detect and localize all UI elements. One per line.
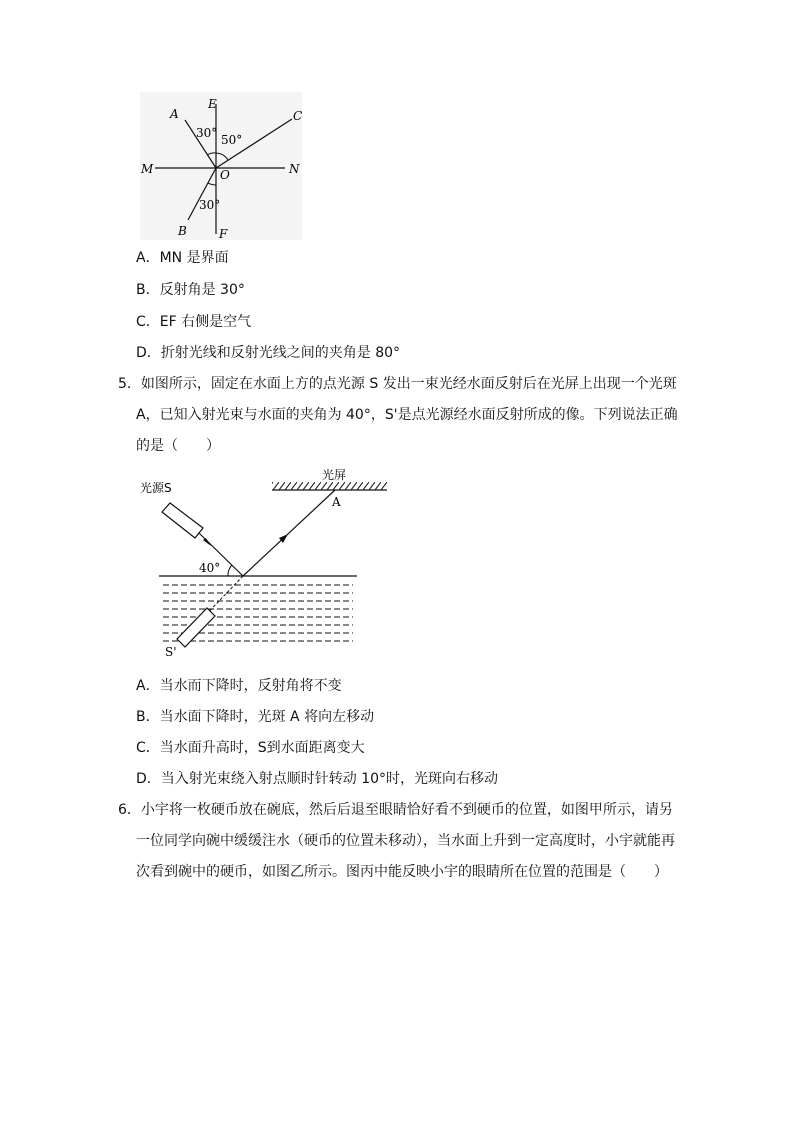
label-F: F bbox=[219, 227, 228, 241]
q5-stem-line2: A，已知入射光束与水面的夹角为 40°，S'是点光源经水面反射所成的像。下列说法正确 bbox=[136, 407, 678, 423]
screen-label: 光屏 bbox=[322, 468, 347, 482]
q4-option-c: C．EF 右侧是空气 bbox=[136, 314, 252, 330]
angle-50: 50° bbox=[221, 133, 243, 147]
q5-option-b: B．当水面下降时，光斑 A 将向左移动 bbox=[136, 709, 375, 725]
label-O: O bbox=[220, 168, 230, 182]
q4-option-a: A．MN 是界面 bbox=[136, 250, 229, 266]
q5-option-d: D．当入射光束绕入射点顺时针转动 10°时，光斑向右移动 bbox=[136, 771, 499, 787]
label-M: M bbox=[141, 162, 154, 176]
label-N: N bbox=[289, 162, 300, 176]
q5-stem-line1: 5．如图所示，固定在水面上方的点光源 S 发出一束光经水面反射后在光屏上出现一个光斑 bbox=[118, 376, 677, 392]
angle-30-top: 30° bbox=[196, 126, 218, 140]
spot-label-A: A bbox=[332, 495, 341, 509]
label-B: B bbox=[178, 224, 187, 238]
q4-option-b: B．反射角是 30° bbox=[136, 282, 245, 298]
water-reflection-diagram bbox=[135, 466, 395, 666]
q5-option-c: C．当水面升高时，S到水面距离变大 bbox=[136, 740, 365, 756]
q4-option-d: D．折射光线和反射光线之间的夹角是 80° bbox=[136, 345, 401, 361]
angle-40: 40° bbox=[199, 561, 221, 575]
q5-stem-line3: 的是（ ） bbox=[136, 438, 220, 454]
source-label: 光源S bbox=[140, 481, 172, 495]
q6-stem-line2: 一位同学向碗中缓缓注水（硬币的位置未移动），当水面上升到一定高度时，小宇就能再 bbox=[136, 833, 675, 849]
q6-stem-line3: 次看到碗中的硬币，如图乙所示。图丙中能反映小宇的眼睛所在位置的范围是（ ） bbox=[136, 864, 668, 880]
light-ray-diagram bbox=[135, 92, 310, 242]
q5-option-a: A．当水而下降时，反射角将不变 bbox=[136, 678, 342, 694]
label-C: C bbox=[293, 109, 303, 123]
q6-stem-line1: 6．小宇将一枚硬币放在碗底，然后后退至眼睛恰好看不到硬币的位置，如图甲所示，请另 bbox=[118, 802, 673, 818]
label-E: E bbox=[208, 97, 217, 111]
label-A: A bbox=[170, 107, 179, 121]
image-label: S' bbox=[165, 645, 177, 659]
angle-30-bottom: 30° bbox=[199, 198, 221, 212]
